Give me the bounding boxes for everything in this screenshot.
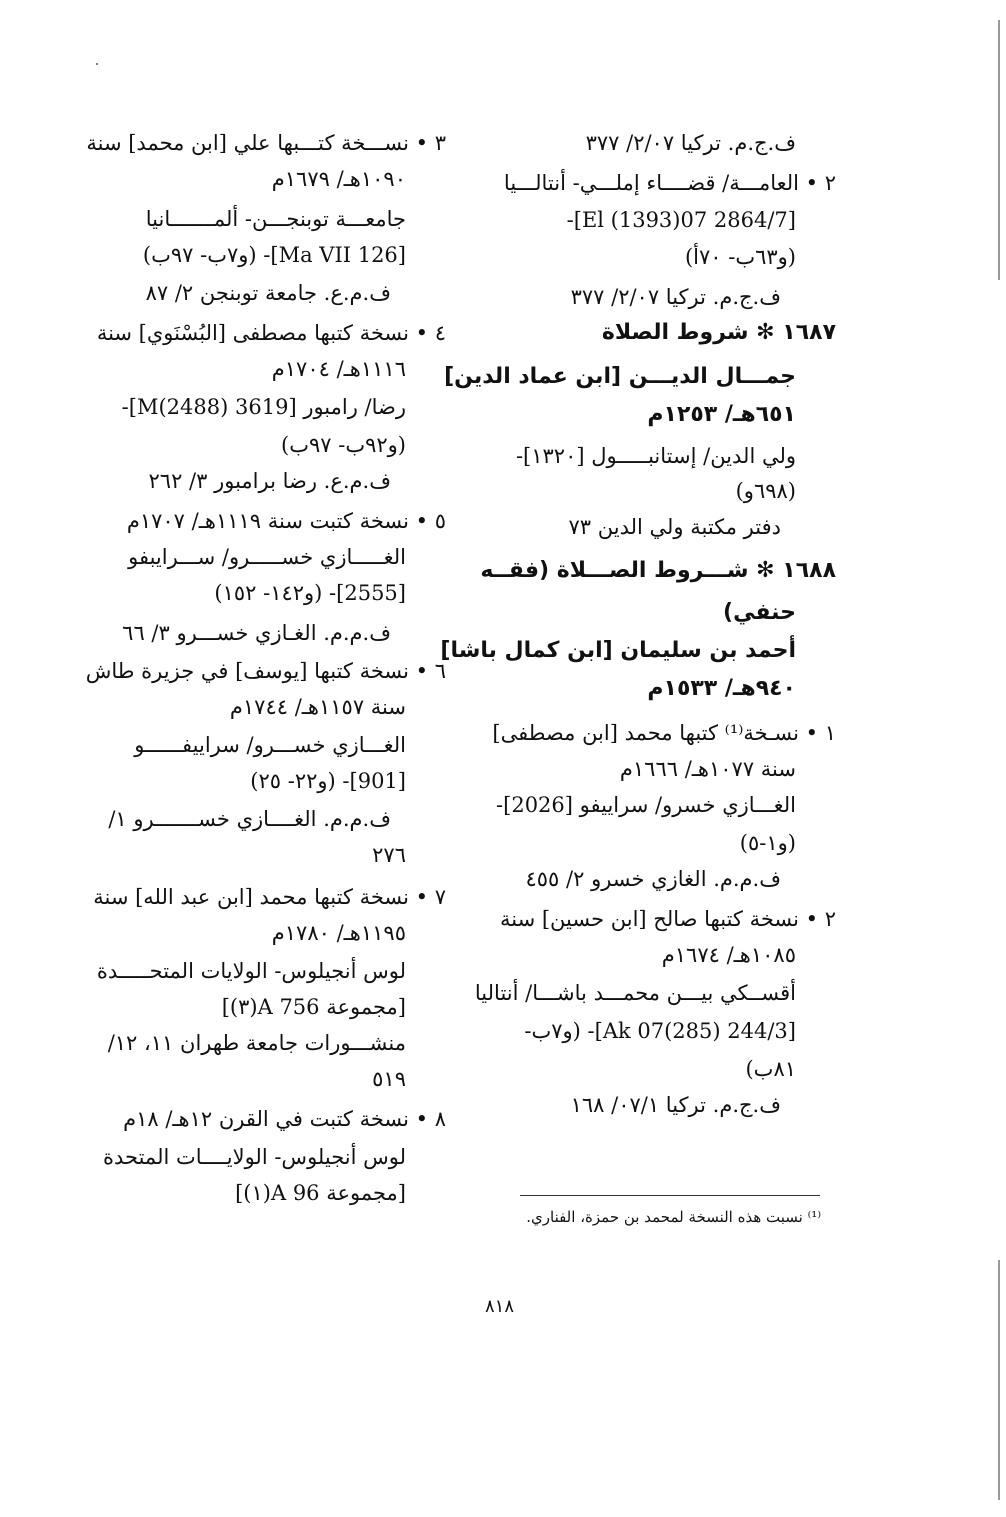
left_column-line: [Ma VII 126]- (و٧ب- ٩٧ب)	[142, 243, 406, 267]
left_column-line: لوس أنجيلوس- الولايات المتحـــــدة	[96, 959, 406, 983]
right_column-line: الغـــازي خسرو/ سراييفو [2026]-	[496, 793, 796, 817]
right_column-line: ٢ • العامـــة/ قضــــاء إملـــي- أنتالـــيا	[503, 171, 836, 195]
right_column-line: ١ • نسـخة⁽¹⁾ كتبها محمد [ابن مصطفى]	[492, 721, 836, 745]
right_column-line: ١٠٨٥هـ/ ١٦٧٤م	[661, 943, 796, 967]
right_column-line: ف.ج.م. تركيا ٢/٠٧/ ٣٧٧	[570, 285, 781, 309]
right_column-line: (و٦٣ب- ٧٠أ)	[684, 245, 796, 269]
left-column	[46, 128, 446, 1228]
right-column	[440, 128, 836, 1188]
left_column-line: ٧ • نسخة كتبها محمد [ابن عبد الله] سنة	[93, 885, 446, 909]
left_column-line: ٥ • نسخة كتبت سنة ١١١٩هـ/ ١٧٠٧م	[126, 509, 446, 533]
scan-speck	[96, 63, 98, 65]
right_column-line: ولي الدين/ إستانبـــــول [١٣٢٠]-	[515, 444, 796, 468]
left_column-line: [2555]- (و١٤٢- ١٥٢)	[214, 581, 406, 605]
left_column-line: [مجموعة A 756(٣)]	[221, 995, 406, 1019]
right_column-line: ٩٤٠هـ/ ١٥٣٣م	[647, 676, 796, 701]
left_column-line: ف.م.ع. رضا برامبور ٣/ ٢٦٢	[148, 469, 391, 493]
scan-edge-mark	[998, 1260, 1000, 1500]
right_column-line: ٨١ب)	[745, 1057, 796, 1081]
left_column-line: منشـــورات جامعة طهران ١١، ١٢/	[107, 1031, 406, 1055]
left_column-line: الغـــــازي خســـــرو/ ســـرايبفو	[128, 545, 406, 569]
left_column-line: ف.م.ع. جامعة توبنجن ٢/ ٨٧	[145, 281, 391, 305]
left_column-line: ٦ • نسخة كتبها [يوسف] في جزيرة طاش	[85, 659, 446, 683]
right_column-line: ف.ج.م. تركيا ٢/٠٧/ ٣٧٧	[585, 131, 796, 155]
right_column-line: أقســكي بيـــن محمـــد باشـــا/ أنتاليا	[474, 981, 796, 1005]
left_column-line: ٤ • نسخة كتبها مصطفى [البُسْنَوي] سنة	[96, 321, 446, 345]
right_column-line: أحمد بن سليمان [ابن كمال باشا]	[440, 638, 796, 663]
right_column-line: دفتر مكتبة ولي الدين ٧٣	[568, 515, 781, 539]
left_column-line: ف.م.م. الغـازي خســـرو ٣/ ٦٦	[122, 621, 391, 645]
right_column-line: جمـــال الديـــن [ابن عماد الدين]	[444, 364, 796, 389]
right_column-line: ف.م.م. الغازي خسرو ٢/ ٤٥٥	[525, 867, 781, 891]
left_column-line: لوس أنجيلوس- الولايــــات المتحدة	[103, 1145, 406, 1169]
left_column-line: ٣ • نســـخة كتـــبها علي [ابن محمد] سنة	[86, 131, 446, 155]
right_column-line: سنة ١٠٧٧هـ/ ١٦٦٦م	[619, 757, 796, 781]
left_column-line: [مجموعة A 96(١)]	[235, 1181, 406, 1205]
left_column-line: سنة ١١٥٧هـ/ ١٧٤٤م	[229, 695, 406, 719]
scan-edge-mark	[998, 20, 1000, 280]
left_column-line: ف.م.م. الغــــازي خســـــــرو ١/	[108, 807, 391, 831]
left_column-line: ٨ • نسخة كتبت في القرن ١٢هـ/ ١٨م	[123, 1107, 446, 1131]
right_column-line: ١٦٨٨ ✻ شـــروط الصـــلاة (فقــه	[480, 558, 836, 583]
right_column-line: حنفي)	[723, 600, 796, 625]
right_column-line: ٢ • نسخة كتبها صالح [ابن حسين] سنة	[499, 907, 836, 931]
left_column-line: ٥١٩	[372, 1067, 406, 1091]
left_column-line: ١٠٩٠هـ/ ١٦٧٩م	[271, 167, 406, 191]
left_column-line: جامعـــة توبنجـــن- ألمـــــــانيا	[145, 207, 406, 231]
left_column-line: ١١٩٥هـ/ ١٧٨٠م	[271, 921, 406, 945]
page-number: ٨١٨	[485, 1296, 515, 1317]
right_column-line: ١٦٨٧ ✻ شروط الصلاة	[601, 320, 836, 345]
right_column-line: ف.ج.م. تركيا ٠٧/١/ ١٦٨	[570, 1093, 781, 1117]
left_column-line: رضا/ رامبور [3619 M(2488)]-	[121, 395, 406, 419]
right_column-line: (٦٩٨و)	[735, 479, 796, 503]
footnote: ⁽¹⁾ نسبت هذه النسخة لمحمد بن حمزة، الفناري.	[526, 1208, 821, 1226]
left_column-line: ١١١٦هـ/ ١٧٠٤م	[271, 357, 406, 381]
footnote-separator	[520, 1195, 820, 1196]
left_column-line: [901]- (و٢٢- ٢٥)	[250, 769, 406, 793]
left_column-line: الغـــازي خســـرو/ سراييفــــــو	[134, 733, 406, 757]
right_column-line: ٦٥١هـ/ ١٢٥٣م	[647, 402, 796, 427]
left_column-line: ٢٧٦	[372, 843, 406, 867]
left_column-line: (و٩٢ب- ٩٧ب)	[281, 433, 406, 457]
right_column-line: [244/3 Ak 07(285)]- (و٧ب-	[524, 1019, 796, 1043]
right_column-line: [2864/7 El (1393)07]-	[566, 208, 796, 232]
right_column-line: (و١-٥)	[739, 831, 796, 855]
